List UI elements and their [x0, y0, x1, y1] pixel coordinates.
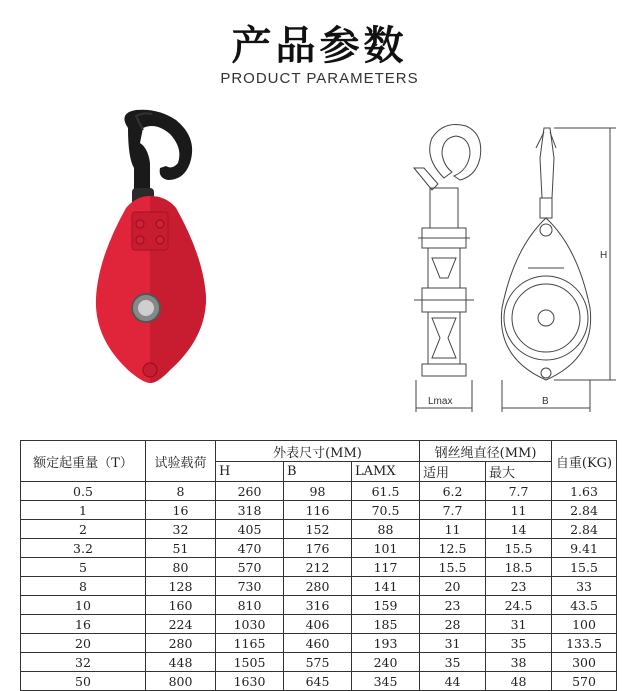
table-cell: 88 — [352, 520, 420, 539]
table-row — [21, 634, 617, 653]
header-lmax: LAMX — [352, 462, 420, 482]
table-cell: 6.2 — [420, 482, 486, 501]
header-h: H — [216, 462, 284, 482]
table-cell: 8 — [21, 577, 146, 596]
table-cell: 43.5 — [552, 596, 617, 615]
table-cell: 159 — [352, 596, 420, 615]
table-cell: 12.5 — [420, 539, 486, 558]
table-cell: 300 — [552, 653, 617, 672]
table-cell: 48 — [486, 672, 552, 691]
table-cell: 38 — [486, 653, 552, 672]
table-cell: 15.5 — [420, 558, 486, 577]
header-rope-apply: 适用 — [420, 462, 486, 482]
table-cell: 212 — [284, 558, 352, 577]
table-cell: 31 — [486, 615, 552, 634]
table-cell: 185 — [352, 615, 420, 634]
header-weight: 自重(KG) — [552, 441, 617, 482]
table-cell: 193 — [352, 634, 420, 653]
page-title: 产品参数 — [231, 23, 408, 69]
table-cell: 141 — [352, 577, 420, 596]
table-cell: 23 — [486, 577, 552, 596]
table-cell: 16 — [21, 615, 146, 634]
table-cell: 51 — [146, 539, 216, 558]
table-cell: 15.5 — [486, 539, 552, 558]
table-cell: 1030 — [216, 615, 284, 634]
table-row — [21, 615, 617, 634]
table-cell: 133.5 — [552, 634, 617, 653]
table-cell: 16 — [146, 501, 216, 520]
table-cell: 224 — [146, 615, 216, 634]
table-cell: 2.84 — [552, 520, 617, 539]
table-cell: 570 — [216, 558, 284, 577]
table-cell: 18.5 — [486, 558, 552, 577]
page-subtitle: PRODUCT PARAMETERS — [220, 70, 419, 87]
table-cell: 9.41 — [552, 539, 617, 558]
table-cell: 15.5 — [552, 558, 617, 577]
table-cell: 24.5 — [486, 596, 552, 615]
table-body — [21, 482, 617, 691]
table-cell: 280 — [284, 577, 352, 596]
technical-drawing — [404, 118, 624, 418]
table-row — [21, 577, 617, 596]
table-cell: 44 — [420, 672, 486, 691]
table-cell: 33 — [552, 577, 617, 596]
table-cell: 98 — [284, 482, 352, 501]
table-cell: 176 — [284, 539, 352, 558]
table-cell: 80 — [146, 558, 216, 577]
header-rope: 钢丝绳直径(MM) — [420, 441, 552, 462]
table-row — [21, 596, 617, 615]
table-cell: 5 — [21, 558, 146, 577]
table-cell: 460 — [284, 634, 352, 653]
header-b: B — [284, 462, 352, 482]
table-cell: 470 — [216, 539, 284, 558]
table-cell: 240 — [352, 653, 420, 672]
table-cell: 20 — [21, 634, 146, 653]
table-cell: 128 — [146, 577, 216, 596]
table-cell: 1505 — [216, 653, 284, 672]
table-cell: 160 — [146, 596, 216, 615]
table-cell: 260 — [216, 482, 284, 501]
table-cell: 32 — [21, 653, 146, 672]
table-cell: 570 — [552, 672, 617, 691]
table-row — [21, 482, 617, 501]
table-cell: 1630 — [216, 672, 284, 691]
header-test-load: 试验载荷 — [146, 441, 216, 482]
table-cell: 152 — [284, 520, 352, 539]
table-cell: 1165 — [216, 634, 284, 653]
table-cell: 7.7 — [420, 501, 486, 520]
header-capacity: 额定起重量（T） — [21, 441, 146, 482]
table-cell: 35 — [420, 653, 486, 672]
table-cell: 345 — [352, 672, 420, 691]
table-cell: 316 — [284, 596, 352, 615]
table-row — [21, 501, 617, 520]
table-cell: 1.63 — [552, 482, 617, 501]
table-cell: 406 — [284, 615, 352, 634]
header-dimensions: 外表尺寸(MM) — [216, 441, 420, 462]
table-cell: 0.5 — [21, 482, 146, 501]
dim-lmax-label: Lmax — [428, 396, 453, 407]
table-cell: 1 — [21, 501, 146, 520]
table-cell: 117 — [352, 558, 420, 577]
table-cell: 800 — [146, 672, 216, 691]
table-cell: 100 — [552, 615, 617, 634]
table-cell: 448 — [146, 653, 216, 672]
table-cell: 3.2 — [21, 539, 146, 558]
table-cell: 23 — [420, 596, 486, 615]
table-cell: 405 — [216, 520, 284, 539]
table-cell: 7.7 — [486, 482, 552, 501]
table-cell: 14 — [486, 520, 552, 539]
dim-b-label: B — [542, 396, 549, 407]
table-cell: 11 — [420, 520, 486, 539]
parameter-table — [20, 440, 617, 691]
table-cell: 28 — [420, 615, 486, 634]
table-cell: 70.5 — [352, 501, 420, 520]
table-cell: 11 — [486, 501, 552, 520]
table-row — [21, 539, 617, 558]
table-cell: 20 — [420, 577, 486, 596]
table-cell: 35 — [486, 634, 552, 653]
table-cell: 8 — [146, 482, 216, 501]
table-cell: 318 — [216, 501, 284, 520]
table-cell: 116 — [284, 501, 352, 520]
table-cell: 61.5 — [352, 482, 420, 501]
table-cell: 2.84 — [552, 501, 617, 520]
table-cell: 31 — [420, 634, 486, 653]
table-cell: 32 — [146, 520, 216, 539]
header-rope-max: 最大 — [486, 462, 552, 482]
table-row — [21, 520, 617, 539]
table-cell: 101 — [352, 539, 420, 558]
table-cell: 280 — [146, 634, 216, 653]
table-row — [21, 653, 617, 672]
dim-h-label: H — [600, 250, 608, 261]
table-cell: 575 — [284, 653, 352, 672]
table-row — [21, 558, 617, 577]
table-cell: 2 — [21, 520, 146, 539]
table-cell: 10 — [21, 596, 146, 615]
table-cell: 730 — [216, 577, 284, 596]
table-cell: 645 — [284, 672, 352, 691]
table-cell: 50 — [21, 672, 146, 691]
pulley-block-photo — [88, 108, 218, 398]
table-cell: 810 — [216, 596, 284, 615]
